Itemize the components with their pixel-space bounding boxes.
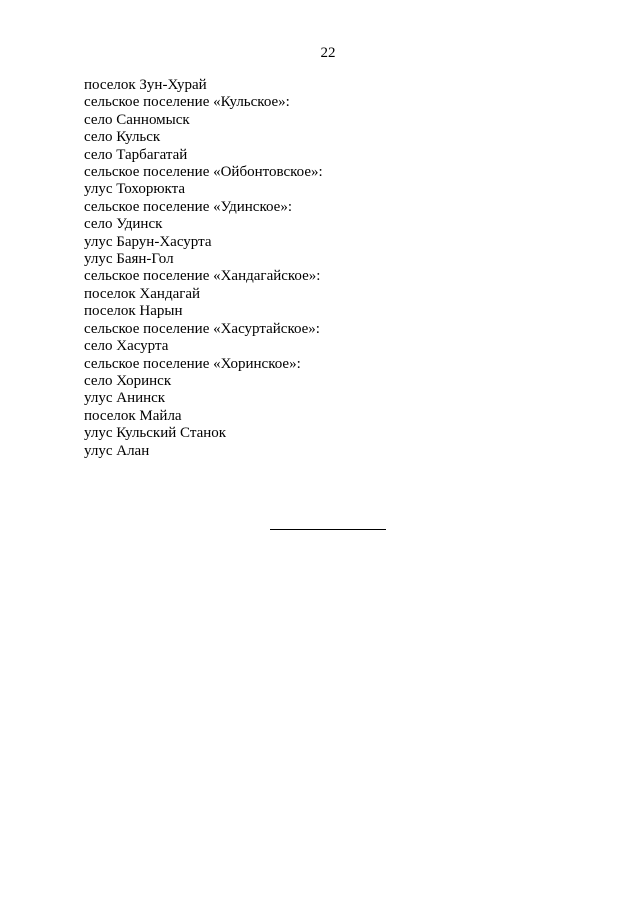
list-line: улус Барун-Хасурта <box>84 233 212 250</box>
list-line: улус Кульский Станок <box>84 425 227 442</box>
list-line: улус Анинск <box>84 390 166 407</box>
list-line: сельское поселение «Хасуртайское»: <box>84 320 320 337</box>
list-line: улус Баян-Гол <box>84 251 174 268</box>
list-line: сельское поселение «Удинское»: <box>84 198 293 215</box>
end-divider <box>270 529 386 530</box>
list-line: село Хасурта <box>84 338 169 355</box>
list-line: село Кульск <box>84 129 161 146</box>
list-line: сельское поселение «Хоринское»: <box>84 355 301 372</box>
list-line: сельское поселение «Кульское»: <box>84 94 290 111</box>
list-line: поселок Хандагай <box>84 285 201 302</box>
list-line: село Тарбагатай <box>84 146 188 163</box>
list-line: сельское поселение «Хандагайское»: <box>84 268 321 285</box>
list-line: улус Тохорюкта <box>84 181 186 198</box>
list-line: село Хоринск <box>84 372 172 389</box>
list-line: село Удинск <box>84 216 163 233</box>
list-line: поселок Нарын <box>84 303 183 320</box>
list-line: село Санномыск <box>84 111 190 128</box>
settlement-list <box>84 77 564 460</box>
page-number: 22 <box>320 45 336 61</box>
list-line: поселок Майла <box>84 407 182 424</box>
list-line: поселок Зун-Хурай <box>84 77 207 93</box>
list-line: сельское поселение «Ойбонтовское»: <box>84 164 323 181</box>
list-line: улус Алан <box>84 442 150 459</box>
